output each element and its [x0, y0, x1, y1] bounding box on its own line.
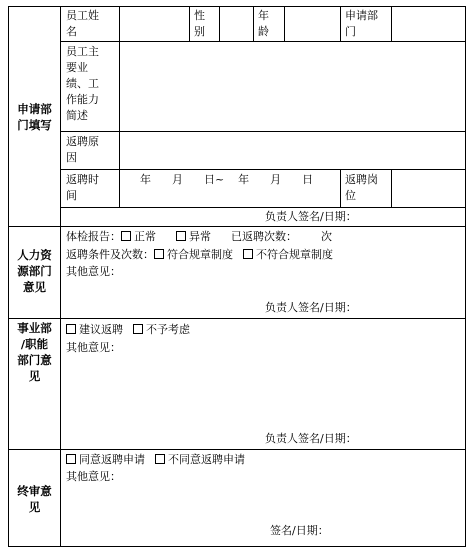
agree-label: 同意返聘申请	[79, 453, 145, 466]
section-divider	[8, 226, 466, 227]
gender-label: 性 别	[194, 9, 205, 38]
dept-other-label: 其他意见：	[66, 341, 121, 354]
final-option-row	[66, 452, 245, 468]
side-label-line: 申请部	[17, 102, 52, 116]
hr-other-value[interactable]	[66, 281, 461, 299]
dept-other-value[interactable]	[66, 357, 461, 427]
side-label-line: 门填写	[17, 118, 52, 132]
reason-value[interactable]	[120, 132, 465, 169]
border-right	[465, 6, 466, 547]
compliant-label: 符合规章制度	[167, 248, 233, 261]
position-label: 返聘岗 位	[345, 173, 378, 202]
dept-value[interactable]	[392, 7, 465, 41]
exam-normal-label: 正常	[134, 230, 156, 243]
section-divider	[8, 318, 466, 319]
exam-row	[66, 229, 332, 245]
gender-value[interactable]	[220, 7, 253, 41]
performance-label: 员工主 要业 绩、工 作能力 简述	[66, 45, 99, 122]
position-value[interactable]	[392, 170, 465, 207]
dept-option-row	[66, 322, 190, 338]
times-label: 已返聘次数：	[231, 230, 297, 243]
dept-label: 申请部 门	[345, 9, 378, 38]
checkbox-normal[interactable]	[121, 231, 131, 241]
not-consider-label: 不予考虑	[146, 323, 190, 336]
cell-divider	[340, 169, 341, 208]
exam-abnormal-label: 异常	[189, 230, 211, 243]
hr-signature: 负责人签名/日期：	[265, 301, 357, 314]
hr-other-label: 其他意见：	[66, 265, 121, 278]
checkbox-compliant[interactable]	[154, 249, 164, 259]
reason-label: 返聘原 因	[66, 135, 99, 164]
disagree-label: 不同意返聘申请	[168, 453, 245, 466]
checkbox-noncompliant[interactable]	[243, 249, 253, 259]
cell-divider	[189, 6, 190, 42]
time-label: 返聘时 间	[66, 173, 99, 202]
exam-label: 体检报告：	[66, 230, 121, 243]
section-divider	[8, 449, 466, 450]
final-other-value[interactable]	[66, 486, 461, 520]
suggest-rehire-label: 建议返聘	[79, 323, 123, 336]
name-label: 员工姓 名	[66, 9, 99, 38]
checkbox-agree[interactable]	[66, 454, 76, 464]
side-divider	[60, 6, 61, 547]
hr-side-label: 人力资 源部门 意见	[17, 248, 52, 294]
times-unit: 次	[321, 230, 332, 243]
checkbox-suggest-rehire[interactable]	[66, 324, 76, 334]
checkbox-not-consider[interactable]	[133, 324, 143, 334]
final-other-label: 其他意见：	[66, 470, 121, 483]
cell-divider	[340, 6, 341, 42]
name-value[interactable]	[120, 7, 189, 41]
row-divider	[60, 207, 466, 208]
apply-side-label	[9, 101, 60, 133]
dept-side-label: 事业部 /职能 部门意 见	[17, 321, 52, 383]
checkbox-disagree[interactable]	[155, 454, 165, 464]
noncompliant-label: 不符合规章制度	[256, 248, 333, 261]
final-signature: 签名/日期：	[270, 524, 329, 537]
age-value[interactable]	[285, 7, 340, 41]
performance-value[interactable]	[120, 42, 465, 131]
border-bottom	[8, 546, 466, 547]
checkbox-abnormal[interactable]	[176, 231, 186, 241]
apply-signature: 负责人签名/日期：	[265, 210, 357, 223]
condition-row	[66, 247, 333, 263]
condition-label: 返聘条件及次数：	[66, 248, 154, 261]
cell-divider	[253, 6, 254, 42]
time-value[interactable]: 年 月 日~ 年 月 日	[140, 173, 314, 186]
age-label: 年 龄	[258, 9, 269, 38]
dept-signature: 负责人签名/日期：	[265, 432, 357, 445]
final-side-label: 终审意 见	[17, 484, 52, 514]
